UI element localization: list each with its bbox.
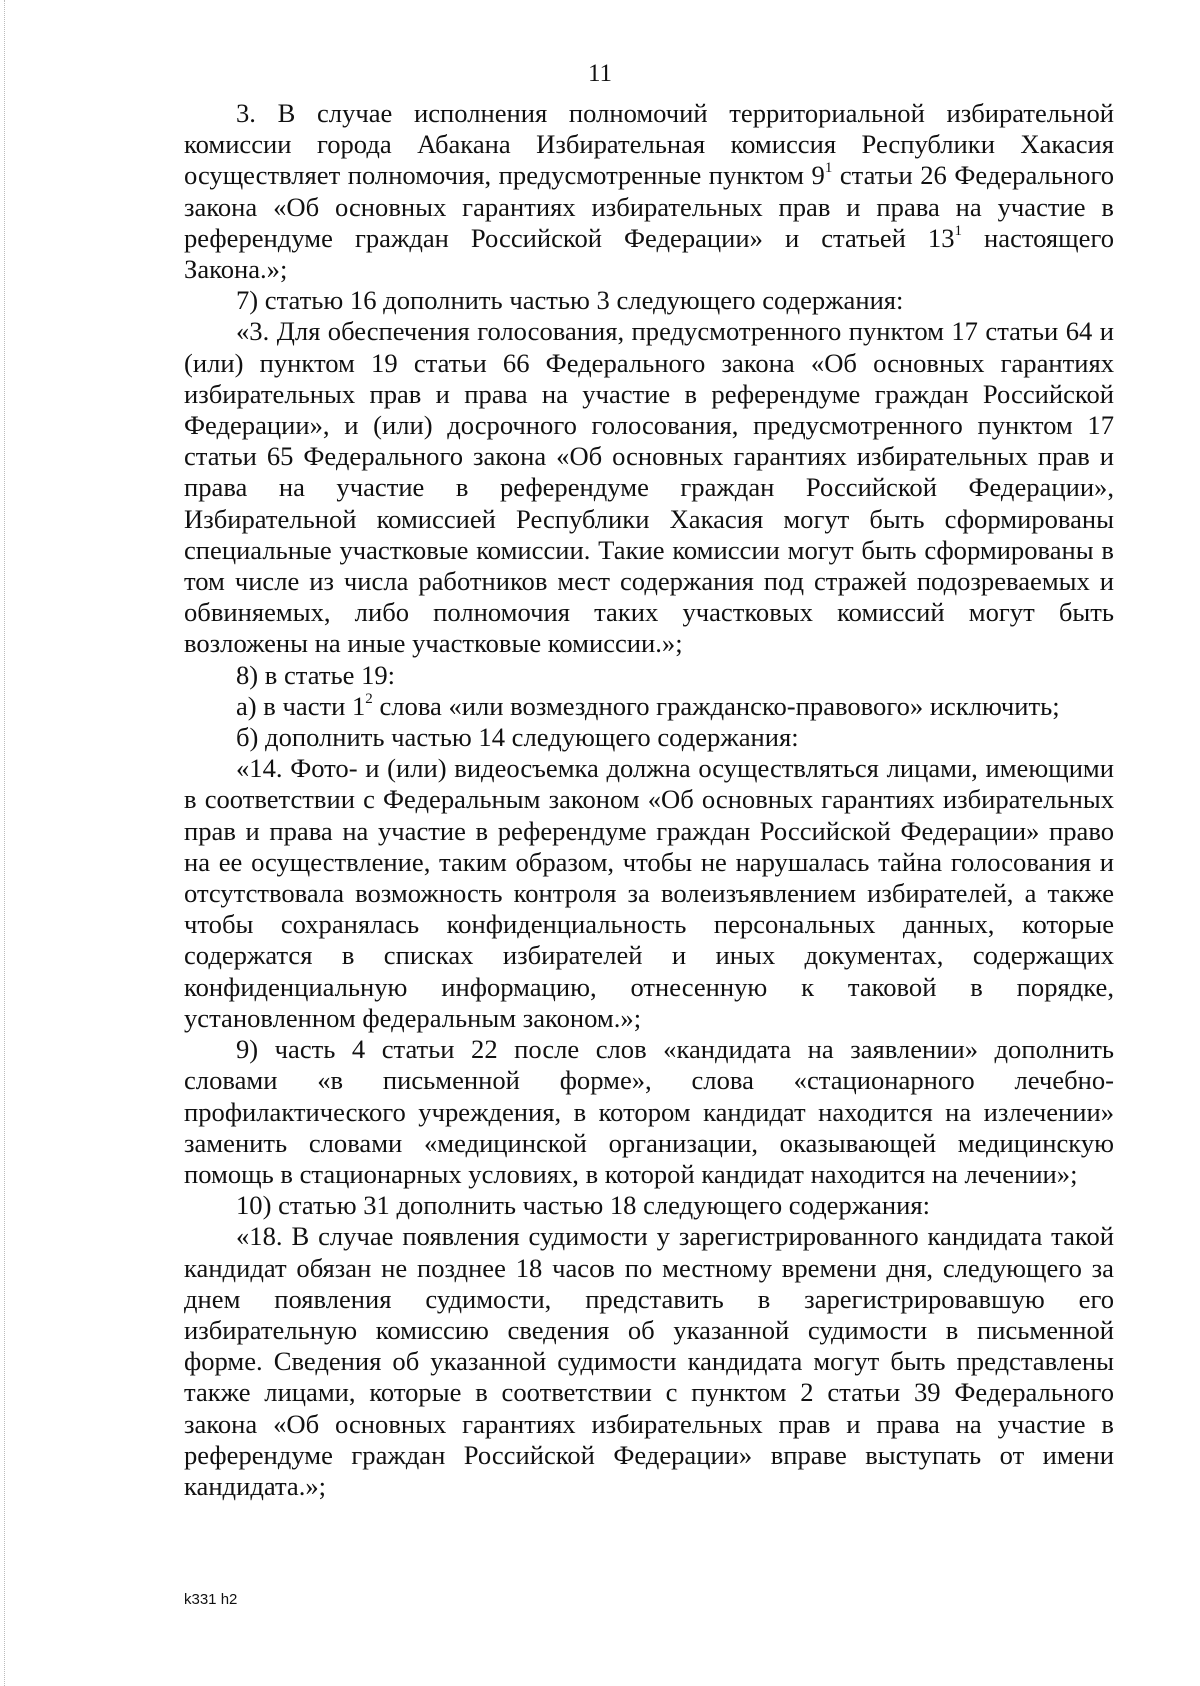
paragraph (184, 660, 1114, 691)
paragraph (184, 316, 1114, 659)
paragraph (184, 1034, 1114, 1190)
paragraph (184, 285, 1114, 316)
paragraph-text: «3. Для обеспечения голосования, предусмотренного пунктом 17 статьи 64 и (или) пунктом 19 статьи 66 Федерального закона «Об основных гарантиях избирательных прав и права на участие в референдуме граждан Российской Федерации», и (или) досрочного голосования, предусмотренного пунктом 17 статьи 65 Федерального закона «Об основных гарантиях избирательных прав и права на участие в референдуме граждан Российской Федерации», Избирательной комиссией Республики Хакасия могут быть сформированы специальные участковые комиссии. Такие комиссии могут быть сформированы в том числе из числа работников мест содержания под стражей подозреваемых и обвиняемых, либо полномочия таких участковых комиссий могут быть возложены на иные участковые комиссии.»; (184, 316, 1114, 659)
paragraph-text: слова «или возмездного гражданско-правового» исключить; (372, 690, 1060, 721)
superscript: 1 (824, 160, 833, 177)
paragraph-text: 9) часть 4 статьи 22 после слов «кандидата на заявлении» дополнить словами «в письменной форме», слова «стационарного лечебно-профилактического учреждения, в котором кандидат находится на излечении» заменить словами «медицинской организации, оказывающей медицинскую помощь в стационарных условиях, в которой кандидат находится на лечении»; (184, 1034, 1114, 1189)
superscript: 1 (954, 222, 962, 239)
scan-edge (4, 0, 6, 1686)
document-body (184, 98, 1114, 1502)
paragraph-text: 7) статью 16 дополнить частью 3 следующего содержания: (236, 285, 904, 316)
paragraph-text: «14. Фото- и (или) видеосъемка должна осуществляться лицами, имеющими в соответствии с Федеральным законом «Об основных гарантиях избирательных прав и права на участие в референдуме граждан Российской Федерации» право на ее осуществление, таким образом, чтобы не нарушалась тайна голосования и отсутствовала возможность контроля за волеизъявлением избирателей, а также чтобы сохранялась конфиденциальность персональных данных, которые содержатся в списках избирателей и иных документах, содержащих конфиденциальную информацию, отнесенную к таковой в порядке, установленном федеральным законом.»; (184, 753, 1114, 1033)
paragraph-text: 10) статью 31 дополнить частью 18 следующего содержания: (236, 1190, 931, 1221)
page-number: 11 (587, 60, 613, 87)
paragraph-text: а) в части 1 (236, 690, 366, 721)
superscript: 2 (365, 690, 373, 707)
paragraph-text: 3. В случае исполнения полномочий территориальной избирательной комиссии города Абакана Избирательная комиссия Республики Хакасия осуществляет полномочия, предусмотренные пунктом 9 (184, 98, 1114, 191)
paragraph-text: настоящего Закона.»; (184, 222, 1114, 285)
paragraph (184, 753, 1114, 1034)
paragraph (184, 1190, 1114, 1221)
paragraph-text: б) дополнить частью 14 следующего содержания: (236, 722, 799, 753)
paragraph (184, 1221, 1114, 1502)
paragraph-text: 8) в статье 19: (236, 659, 396, 690)
footer-code: k331 h2 (184, 1591, 238, 1608)
paragraph-text: «18. В случае появления судимости у зарегистрированного кандидата такой кандидат обязан не позднее 18 часов по местному времени дня, следующего за днем появления судимости, представить в зарегистрировавшую его избирательную комиссию сведения об указанной судимости в письменной форме. Сведения об указанной судимости кандидата могут быть представлены также лицами, которые в соответствии с пунктом 2 статьи 39 Федерального закона «Об основных гарантиях избирательных прав и права на участие в референдуме граждан Российской Федерации» вправе выступать от имени кандидата.»; (184, 1221, 1114, 1501)
paragraph (184, 722, 1114, 753)
paragraph (184, 691, 1114, 722)
paragraph-text: статьи 26 Федерального закона «Об основных гарантиях избирательных прав и права на участие в референдуме граждан Российской Федерации» и статьей 13 (184, 160, 1114, 253)
paragraph (184, 98, 1114, 285)
